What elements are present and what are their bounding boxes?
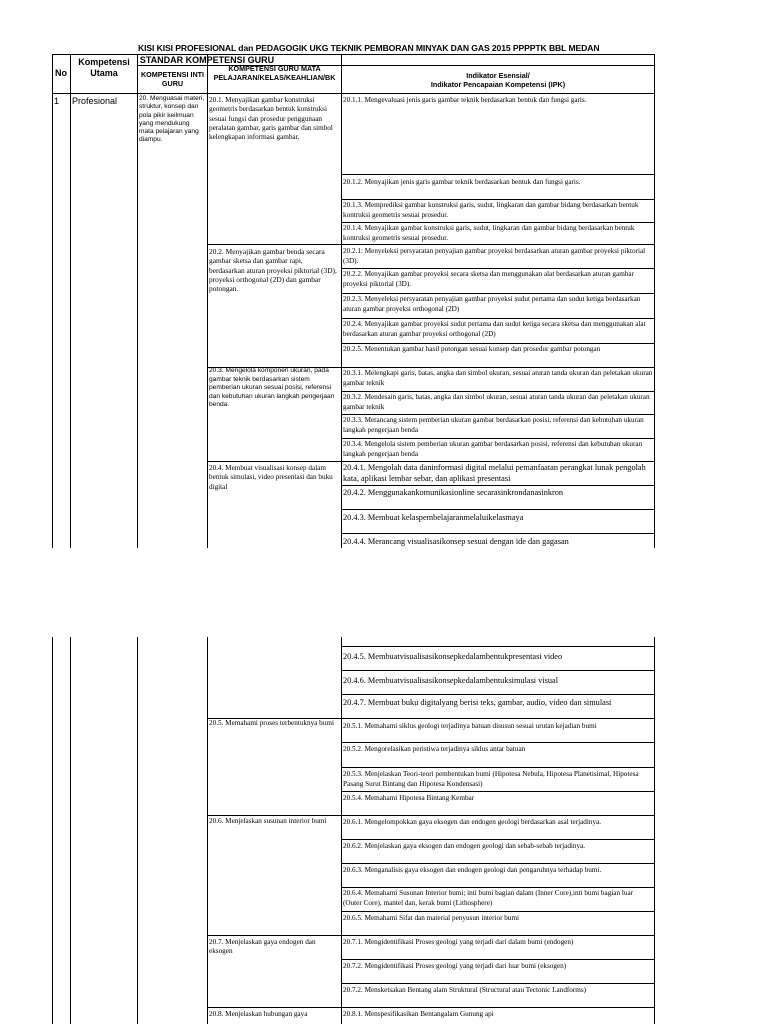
indikator-20-4-6: 20.4.6. Membuatvisualisasikonsepkedalambentuksimulasi visual — [343, 676, 558, 685]
indikator-20-6-4: 20.6.4. Memahami Susunan Interior bumi; inti bumi bagian dalam (Inner Core),inti bumi bagian luar (Outer Core), mantel dan, kerak bumi (Lithosphere) — [343, 889, 634, 907]
header-kompetensi-inti: KOMPETENSI INTI GURU — [140, 70, 205, 88]
indikator-20-4-4: 20.4.4. Merancang visualisasikonsep sesuai dengan ide dan gagasan — [343, 537, 569, 546]
indikator-20-4-3: 20.4.3. Membuat kelaspembelajaranmelaluikelasmaya — [343, 513, 524, 522]
mapel-20-2: 20.2. Menyajikan gambar benda secara gambar sketsa dan gambar rapi, berdasarkan aturan proyeksi piktorial (3D), proyeksi orthogonal (2D) dan gambar potongan. — [209, 247, 337, 294]
indikator-20-1-3: 20.1.3. Memprediksi gambar konstruksi garis, sudut, lingkaran dan gambar bidang berdasarkan bentuk kontruksi geometris sesuai prosedur. — [343, 201, 639, 219]
indikator-20-3-3: 20.3.3. Merancang sistem pemberian ukuran gambar berdasarkan posisi, referensi dan kebutuhan ukuran langkah pengerjaan benda — [343, 416, 644, 434]
indikator-20-6-3: 20.6.3. Menganalisis gaya eksogen dan endogen geologi dan pengaruhnya terhadap bumi. — [343, 866, 602, 874]
indikator-20-7-2: 20.7.2. Mengidentifikasi Proses geologi yang terjadi dari luar bumi (eksogen) — [343, 962, 567, 970]
indikator-20-5-4: 20.5.4. Memahami Hipotesa Bintang Kembar — [343, 794, 475, 802]
header-kompetensi-mapel: KOMPETENSI GURU MATA PELAJARAN/KELAS/KEAHLIAN/BK — [213, 65, 336, 82]
indikator-20-2-2: 20.2.2. Menyajikan gambar proyeksi secara sketsa dan menggunakan alat berdasarkan aturan gambar proyeksi piktorial (3D). — [343, 270, 634, 288]
indikator-20-2-1: 20.2.1: Menyeleksi persyaratan penyajian gambar proyeksi berdasarkan aturan gambar proyeksi piktorial (3D). — [343, 247, 646, 265]
indikator-20-8-1: 20.8.1. Menspesifikasikan Bentangalam Gunung api — [343, 1010, 494, 1018]
indikator-20-6-5: 20.6.5. Memahami Sifat dan material penyusun interior bumi — [343, 914, 520, 922]
row-number: 1 — [54, 96, 60, 106]
mapel-20-6: 20.6. Menjelaskan susunan interior bumi — [209, 817, 327, 825]
indikator-20-4-5: 20.4.5. Membuatvisualisasikonsepkedalambentukpresentasi video — [343, 652, 563, 661]
indikator-20-3-1: 20.3.1. Melengkapi garis, batas, angka dan simbol ukuran, sesuai aturan tanda ukuran dan peletakan ukuran gambar teknik — [343, 369, 653, 387]
indikator-20-5-2: 20.5.2. Mengorelasikan peristiwa terjadinya siklus antar batuan — [343, 745, 526, 753]
mapel-20-7: 20.7. Menjelaskan gaya endogen dan eksogen — [209, 938, 316, 956]
document-title: KISI KISI PROFESIONAL dan PEDAGOGIK UKG TEKNIK PEMBORAN MINYAK DAN GAS 2015 PPPPTK BBL MEDAN — [138, 43, 600, 53]
indikator-20-4-1: 20.4.1. Mengolah data daninformasi digital melalui pemanfaatan perangkat lunak pengolah kata, aplikasi lembar sebar, dan aplikasi presentasi — [343, 463, 646, 483]
competency-table-page-1 — [52, 54, 654, 548]
indikator-20-7-2b: 20.7.2. Mensketsakan Bentang alam Struktural (Structural atau Tectonic Landforms) — [343, 986, 587, 994]
indikator-20-7-1: 20.7.1. Mengidentifikasi Proses geologi yang terjadi dari dalam bumi (endogen) — [343, 938, 574, 946]
mapel-20-3: 20.3. Mengelola komponen ukuran, pada gambar teknik berdasarkan sistem pemberian ukuran sesuai posisi, referensi dan kebutuhan ukuran langkah pengerjaan benda. — [209, 367, 335, 409]
indikator-20-3-2: 20.3.2. Mendesain garis, batas, angka dan simbol ukuran, sesuai aturan tanda ukuran dan peletakan ukuran gambar teknik — [343, 393, 650, 411]
header-no: No — [55, 68, 67, 78]
indikator-20-5-3: 20.5.3. Menjelaskan Teori-teori pembentukan bumi (Hipotesa Nebula, Hipotesa Planetisimal, Hipotesa Pasang Surut Bintang dan Hipotesa Kondensasi) — [343, 770, 639, 788]
header-kompetensi-utama: Kompetensi Utama — [78, 57, 130, 78]
indikator-20-1-1: 20.1.1. Mengevaluasi jenis garis gambar teknik berdasarkan bentuk dan fungsi garis. — [343, 96, 587, 104]
indikator-20-5-1: 20.5.1. Memahami siklus geologi terjadinya batuan disusun sesuai urutan kejadian bumi — [343, 722, 597, 730]
kompetensi-utama-value: Profesional — [72, 96, 118, 106]
indikator-20-2-4: 20.2.4. Menyajikan gambar proyeksi sudut pertama dan sudut ketiga secara sketsa dan menggunakan alat berdasarkan aturan gambar proyeksi orthogonal (2D) — [343, 320, 646, 338]
mapel-20-8: 20.8. Menjelaskan hubungan gaya — [209, 1010, 308, 1018]
indikator-20-6-2: 20.6.2. Menjelaskan gaya eksogen dan endogen geologi dan sebab-sebab terjadinya. — [343, 842, 586, 850]
indikator-20-1-2: 20.1.2. Menyajikan jenis garis gambar teknik berdasarkan bentuk dan fungsi garis. — [343, 178, 581, 186]
indikator-20-6-1: 20.6.1. Mengelompokkan gaya eksogen dan endogen geologi berdasarkan asal terjadinya. — [343, 818, 602, 826]
indikator-20-2-5: 20.2.5. Menentukan gambar hasil potongan sesuai konsep dan prosedur gambar potongan — [343, 345, 601, 353]
indikator-20-1-4: 20.1.4. Menyajikan gambar konstruksi garis, sudut, lingkaran dan gambar bidang berdasarkan bentuk kontruksi geometris sesuai prosedur. — [343, 224, 635, 242]
indikator-20-4-7: 20.4.7. Membuat buku digitalyang berisi teks, gambar, audio, video dan simulasi — [343, 698, 612, 707]
header-indikator: Indikator Esensial/ Indikator Pencapaian Kompetensi (IPK) — [430, 71, 566, 89]
kompetensi-inti-value: 20. Menguasai materi, struktur, konsep dan pola pikir keilmuan yang mendukung mata pelajaran yang diampu. — [139, 95, 205, 144]
mapel-20-5: 20.5. Memahami proses terbentuknya bumi — [209, 719, 334, 727]
indikator-20-3-4: 20.3.4. Mengelola sistem pemberian ukuran gambar berdasarkan posisi, referensi dan kebutuhan ukuran langkah pengerjaan benda — [343, 440, 643, 458]
indikator-20-4-2: 20.4.2. Menggunakankomunikasionline secarasinkrondanasinkron — [343, 488, 564, 497]
competency-table-page-2 — [52, 637, 654, 1024]
header-standar-kompetensi: STANDAR KOMPETENSI GURU — [139, 55, 275, 65]
mapel-20-1: 20.1. Menyajikan gambar konstruksi geometris berdasarkan bentuk konstruksi sesuai fungsi dan prosedur penggunaan peralatan gambar, garis gambar dan simbol kelengkapan informasi gambar. — [209, 96, 333, 142]
mapel-20-4: 20.4. Membuat visualisasi konsep dalam bentuk simulasi, video presentasi dan buku digital — [209, 464, 333, 491]
indikator-20-2-3: 20.2.3. Menyeleksi persyaratan penyajian gambar proyeksi sudut pertama dan sudut ketiga berdasarkan aturan gambar proyeksi orthogonal (2D) — [343, 295, 641, 313]
